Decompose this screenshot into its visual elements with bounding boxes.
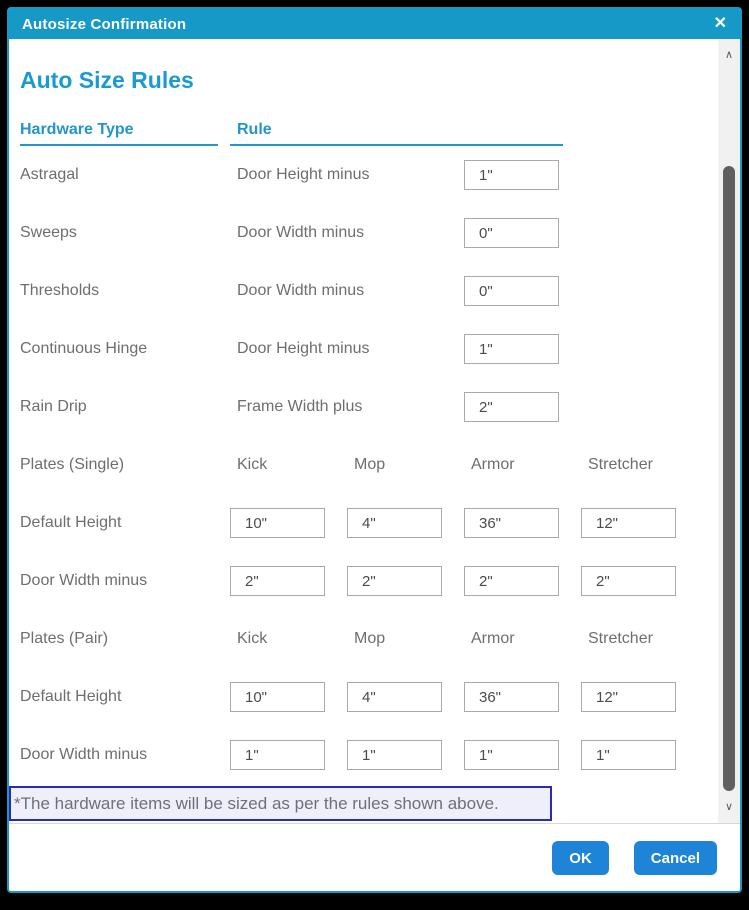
mop-column-label: Mop bbox=[354, 456, 386, 473]
thresholds-value-input[interactable] bbox=[464, 276, 559, 306]
stretcher-column-label: Stretcher bbox=[588, 630, 653, 647]
table-row bbox=[20, 146, 718, 204]
scroll-down-icon[interactable]: ∨ bbox=[724, 801, 734, 813]
dialog-titlebar bbox=[9, 9, 740, 39]
plates-pair-door-width-kick-input[interactable] bbox=[230, 740, 325, 770]
rule-label: Frame Width plus bbox=[237, 398, 363, 415]
sweeps-value-input[interactable] bbox=[464, 218, 559, 248]
close-icon[interactable]: ✕ bbox=[713, 15, 727, 32]
page-title: Auto Size Rules bbox=[20, 67, 194, 93]
dialog-body bbox=[9, 39, 740, 824]
rule-label: Door Width minus bbox=[237, 224, 365, 241]
table-row bbox=[20, 552, 718, 610]
table-row bbox=[20, 668, 718, 726]
row-label: Door Width minus bbox=[20, 746, 148, 763]
plates-single-door-width-kick-input[interactable] bbox=[230, 566, 325, 596]
hardware-label: Rain Drip bbox=[20, 398, 87, 415]
table-row bbox=[20, 204, 718, 262]
hardware-label: Sweeps bbox=[20, 224, 77, 241]
plates-single-door-width-armor-input[interactable] bbox=[464, 566, 559, 596]
hardware-type-column-header: Hardware Type bbox=[20, 121, 218, 146]
hardware-label: Continuous Hinge bbox=[20, 340, 148, 357]
plates-pair-door-width-stretcher-input[interactable] bbox=[581, 740, 676, 770]
scrollbar[interactable] bbox=[718, 39, 740, 823]
plates-pair-label: Plates (Pair) bbox=[20, 630, 109, 647]
plates-pair-default-height-kick-input[interactable] bbox=[230, 682, 325, 712]
plates-single-door-width-mop-input[interactable] bbox=[347, 566, 442, 596]
table-row bbox=[20, 320, 718, 378]
plates-single-header-row bbox=[20, 436, 718, 494]
rule-label: Door Width minus bbox=[237, 282, 365, 299]
plates-pair-default-height-mop-input[interactable] bbox=[347, 682, 442, 712]
mop-column-label: Mop bbox=[354, 630, 386, 647]
hardware-label: Thresholds bbox=[20, 282, 100, 299]
astragal-value-input[interactable] bbox=[464, 160, 559, 190]
plates-pair-default-height-armor-input[interactable] bbox=[464, 682, 559, 712]
plates-pair-header-row bbox=[20, 610, 718, 668]
autosize-confirmation-dialog bbox=[7, 7, 742, 893]
row-label: Default Height bbox=[20, 514, 122, 531]
stretcher-column-label: Stretcher bbox=[588, 456, 653, 473]
dialog-title: Autosize Confirmation bbox=[22, 15, 187, 33]
table-row bbox=[20, 262, 718, 320]
dialog-footer bbox=[9, 824, 740, 892]
scroll-up-icon[interactable]: ∧ bbox=[724, 49, 734, 61]
table-row bbox=[20, 378, 718, 436]
armor-column-label: Armor bbox=[471, 456, 515, 473]
scrollbar-thumb[interactable] bbox=[723, 166, 735, 791]
plates-pair-default-height-stretcher-input[interactable] bbox=[581, 682, 676, 712]
rules-content bbox=[9, 39, 718, 823]
plates-single-default-height-kick-input[interactable] bbox=[230, 508, 325, 538]
ok-button[interactable]: OK bbox=[552, 841, 609, 875]
rule-label: Door Height minus bbox=[237, 340, 370, 357]
plates-pair-door-width-armor-input[interactable] bbox=[464, 740, 559, 770]
plates-single-label: Plates (Single) bbox=[20, 456, 125, 473]
row-label: Default Height bbox=[20, 688, 122, 705]
plates-single-default-height-stretcher-input[interactable] bbox=[581, 508, 676, 538]
continuous-hinge-value-input[interactable] bbox=[464, 334, 559, 364]
kick-column-label: Kick bbox=[237, 630, 268, 647]
kick-column-label: Kick bbox=[237, 456, 268, 473]
plates-pair-door-width-mop-input[interactable] bbox=[347, 740, 442, 770]
hardware-note: *The hardware items will be sized as per the rules shown above. bbox=[9, 786, 552, 821]
table-row bbox=[20, 726, 718, 784]
cancel-button[interactable]: Cancel bbox=[634, 841, 717, 875]
rule-label: Door Height minus bbox=[237, 166, 370, 183]
rule-column-header: Rule bbox=[230, 121, 563, 146]
rain-drip-value-input[interactable] bbox=[464, 392, 559, 422]
table-row bbox=[20, 494, 718, 552]
armor-column-label: Armor bbox=[471, 630, 515, 647]
hardware-label: Astragal bbox=[20, 166, 79, 183]
plates-single-default-height-armor-input[interactable] bbox=[464, 508, 559, 538]
plates-single-door-width-stretcher-input[interactable] bbox=[581, 566, 676, 596]
table-header-row bbox=[20, 110, 718, 146]
plates-single-default-height-mop-input[interactable] bbox=[347, 508, 442, 538]
row-label: Door Width minus bbox=[20, 572, 148, 589]
